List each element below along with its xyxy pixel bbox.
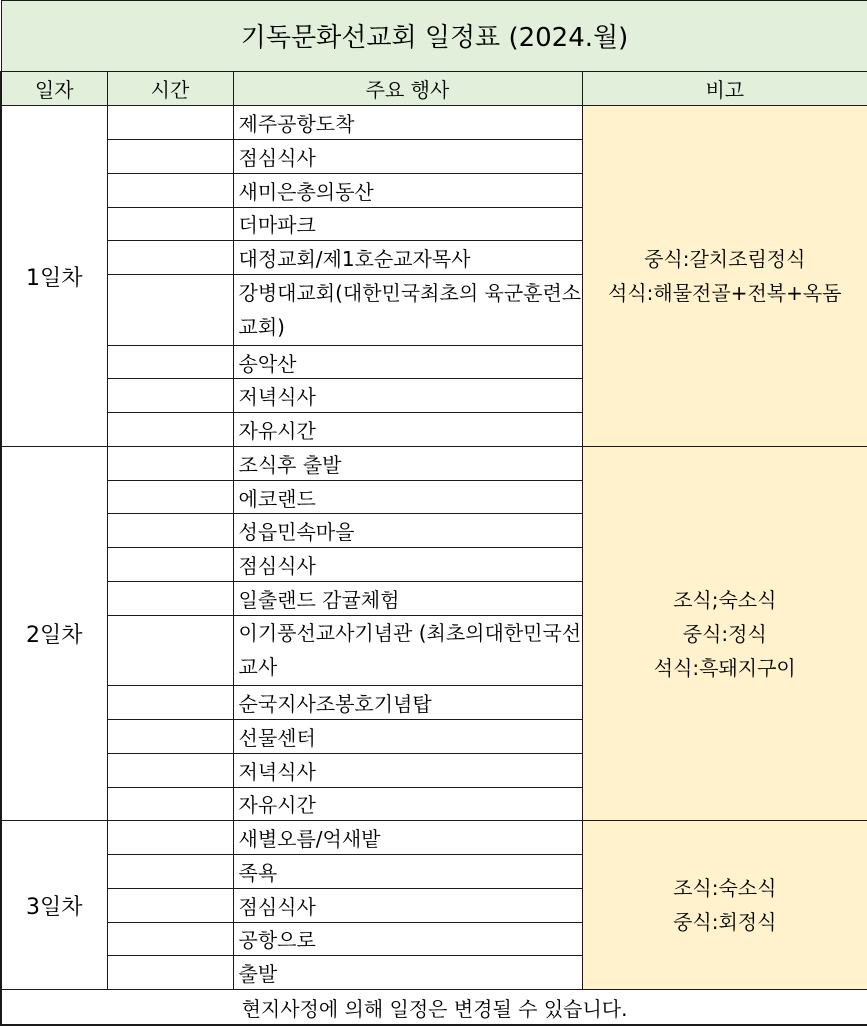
note-line: 중식:갈치조림정식 [644, 247, 806, 272]
header-time: 시간 [107, 71, 233, 106]
header-event: 주요 행사 [233, 71, 582, 106]
event-cell: 출발 [233, 956, 582, 990]
event-cell: 순국지사조봉호기념탑 [233, 686, 582, 720]
note-cell [582, 821, 867, 990]
event-cell: 족욕 [233, 855, 582, 889]
time-cell [107, 173, 233, 207]
event-cell: 이기풍선교사기념관 (최초의대한민국선교사 [233, 615, 582, 686]
schedule-row [1, 106, 867, 140]
header-row [1, 71, 867, 106]
time-cell [107, 413, 233, 447]
time-cell [107, 581, 233, 615]
time-cell [107, 140, 233, 174]
time-cell [107, 922, 233, 956]
event-cell: 제주공항도착 [233, 106, 582, 140]
note-line: 석식:흑돼지구이 [653, 655, 796, 680]
time-cell [107, 787, 233, 821]
time-cell [107, 106, 233, 140]
time-cell [107, 514, 233, 548]
note-line: 석식:해물전골+전복+옥돔 [608, 281, 842, 306]
event-cell: 공항으로 [233, 922, 582, 956]
day-label: 2일차 [1, 446, 107, 820]
time-cell [107, 480, 233, 514]
day-label: 3일차 [1, 821, 107, 990]
time-cell [107, 615, 233, 686]
time-cell [107, 753, 233, 787]
event-cell: 새미은총의동산 [233, 173, 582, 207]
time-cell [107, 855, 233, 889]
event-cell: 조식후 출발 [233, 446, 582, 480]
footer-notice: 현지사정에 의해 일정은 변경될 수 있습니다. [1, 990, 867, 1026]
event-cell: 점심식사 [233, 140, 582, 174]
event-cell: 에코랜드 [233, 480, 582, 514]
event-cell: 더마파크 [233, 207, 582, 241]
event-cell: 점심식사 [233, 548, 582, 582]
event-cell: 자유시간 [233, 413, 582, 447]
schedule-row [1, 446, 867, 480]
time-cell [107, 379, 233, 413]
time-cell [107, 207, 233, 241]
time-cell [107, 275, 233, 346]
page-title: 기독문화선교회 일정표 (2024.월) [1, 1, 867, 72]
event-cell: 대정교회/제1호순교자목사 [233, 241, 582, 275]
event-cell: 강병대교회(대한민국최초의 육군훈련소교회) [233, 275, 582, 346]
time-cell [107, 888, 233, 922]
time-cell [107, 241, 233, 275]
note-line: 조식:숙소식 [673, 876, 777, 901]
event-cell: 성읍민속마을 [233, 514, 582, 548]
header-day: 일자 [1, 71, 107, 106]
event-cell: 자유시간 [233, 787, 582, 821]
note-cell [582, 106, 867, 447]
time-cell [107, 548, 233, 582]
note-cell [582, 446, 867, 820]
time-cell [107, 446, 233, 480]
time-cell [107, 720, 233, 754]
event-cell: 선물센터 [233, 720, 582, 754]
header-note: 비고 [582, 71, 867, 106]
event-cell: 새별오름/억새밭 [233, 821, 582, 855]
event-cell: 저녁식사 [233, 379, 582, 413]
event-cell: 일출랜드 감귤체험 [233, 581, 582, 615]
footer-row [1, 990, 867, 1026]
time-cell [107, 686, 233, 720]
note-line: 중식:정식 [682, 621, 767, 646]
day-label: 1일차 [1, 106, 107, 447]
note-line: 조식;숙소식 [673, 587, 777, 612]
time-cell [107, 821, 233, 855]
event-cell: 저녁식사 [233, 753, 582, 787]
event-cell: 송악산 [233, 345, 582, 379]
schedule-row [1, 821, 867, 855]
time-cell [107, 956, 233, 990]
event-cell: 점심식사 [233, 888, 582, 922]
time-cell [107, 345, 233, 379]
note-line: 중식:회정식 [673, 910, 777, 935]
title-row [1, 1, 867, 72]
